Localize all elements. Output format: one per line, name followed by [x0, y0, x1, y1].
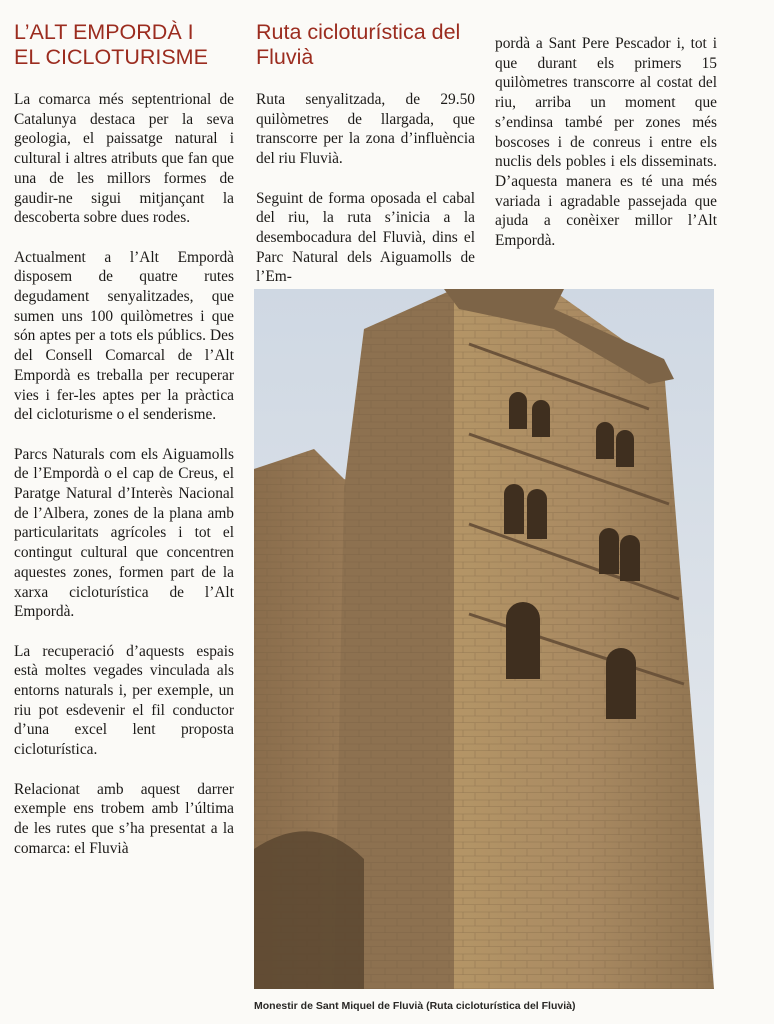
paragraph: Actualment a l’Alt Empordà disposem de quatre rutes degudament senyalitzades, que sumen uns 100 quilòmetres i que són aptes per a tots els públics. Des del Consell Comarcal de l’Alt Empordà es treballa per recuperar vies i fer-les aptes per la pràctica del cicloturisme o el senderisme. [14, 248, 234, 424]
route-heading [256, 20, 482, 70]
heading-line: Ruta cicloturística del [256, 20, 461, 44]
paragraph: Ruta senyalitzada, de 29.50 quilòmetres de llargada, que transcorre per la zona d’influència del riu Fluvià. [256, 91, 475, 168]
section-heading [14, 20, 240, 70]
photo [254, 289, 714, 989]
paragraph: La recuperació d’aquests espais està moltes vegades vinculada als entorns naturals i, per exemple, un riu pot esdevenir el fil conductor d’una excel lent proposta cicloturística. [14, 642, 234, 759]
bell-tower-image [254, 289, 714, 989]
paragraph: Relacionat amb aquest darrer exemple ens trobem amb l’última de les rutes que s’ha presentat a la comarca: el Fluvià [14, 780, 234, 857]
paragraph: La comarca més septentrional de Catalunya destaca per la seva geologia, el paissatge natural i cultural i altres atributs que fan que una de les millors formes de gaudir-ne sigui mitjançant la descoberta sobre dues rodes. [14, 91, 234, 227]
middle-column [256, 90, 475, 307]
left-column [14, 90, 234, 878]
heading-line: Fluvià [256, 45, 314, 69]
right-column [495, 34, 717, 270]
heading-line: L’ALT EMPORDÀ I [14, 20, 194, 44]
paragraph: pordà a Sant Pere Pescador i, tot i que durant els primers 15 quilòmetres transcorre al costat del riu, arriba un moment que s’endinsa també per zones més boscoses i de conreus i entre els nuclis dels pobles i els disseminats. D’aquesta manera es té una més variada i agradable passejada que ajuda a conèixer millor l’Alt Empordà. [495, 35, 717, 250]
heading-line: EL CICLOTURISME [14, 45, 208, 69]
paragraph: Seguint de forma oposada el cabal del riu, la ruta s’inicia a la desembocadura del Fluvià, dins el Parc Natural dels Aiguamolls de l’Em- [256, 189, 475, 286]
photo-caption: Monestir de Sant Miquel de Fluvià (Ruta cicloturística del Fluvià) [254, 1000, 576, 1012]
paragraph: Parcs Naturals com els Aiguamolls de l’Empordà o el cap de Creus, el Paratge Natural d’Interès Nacional de l’Albera, zones de la plana amb particularitats agrícoles i tot el contingut cultural que concentren aquestes zones, formen part de la xarxa cicloturística de l’Alt Empordà. [14, 445, 234, 621]
